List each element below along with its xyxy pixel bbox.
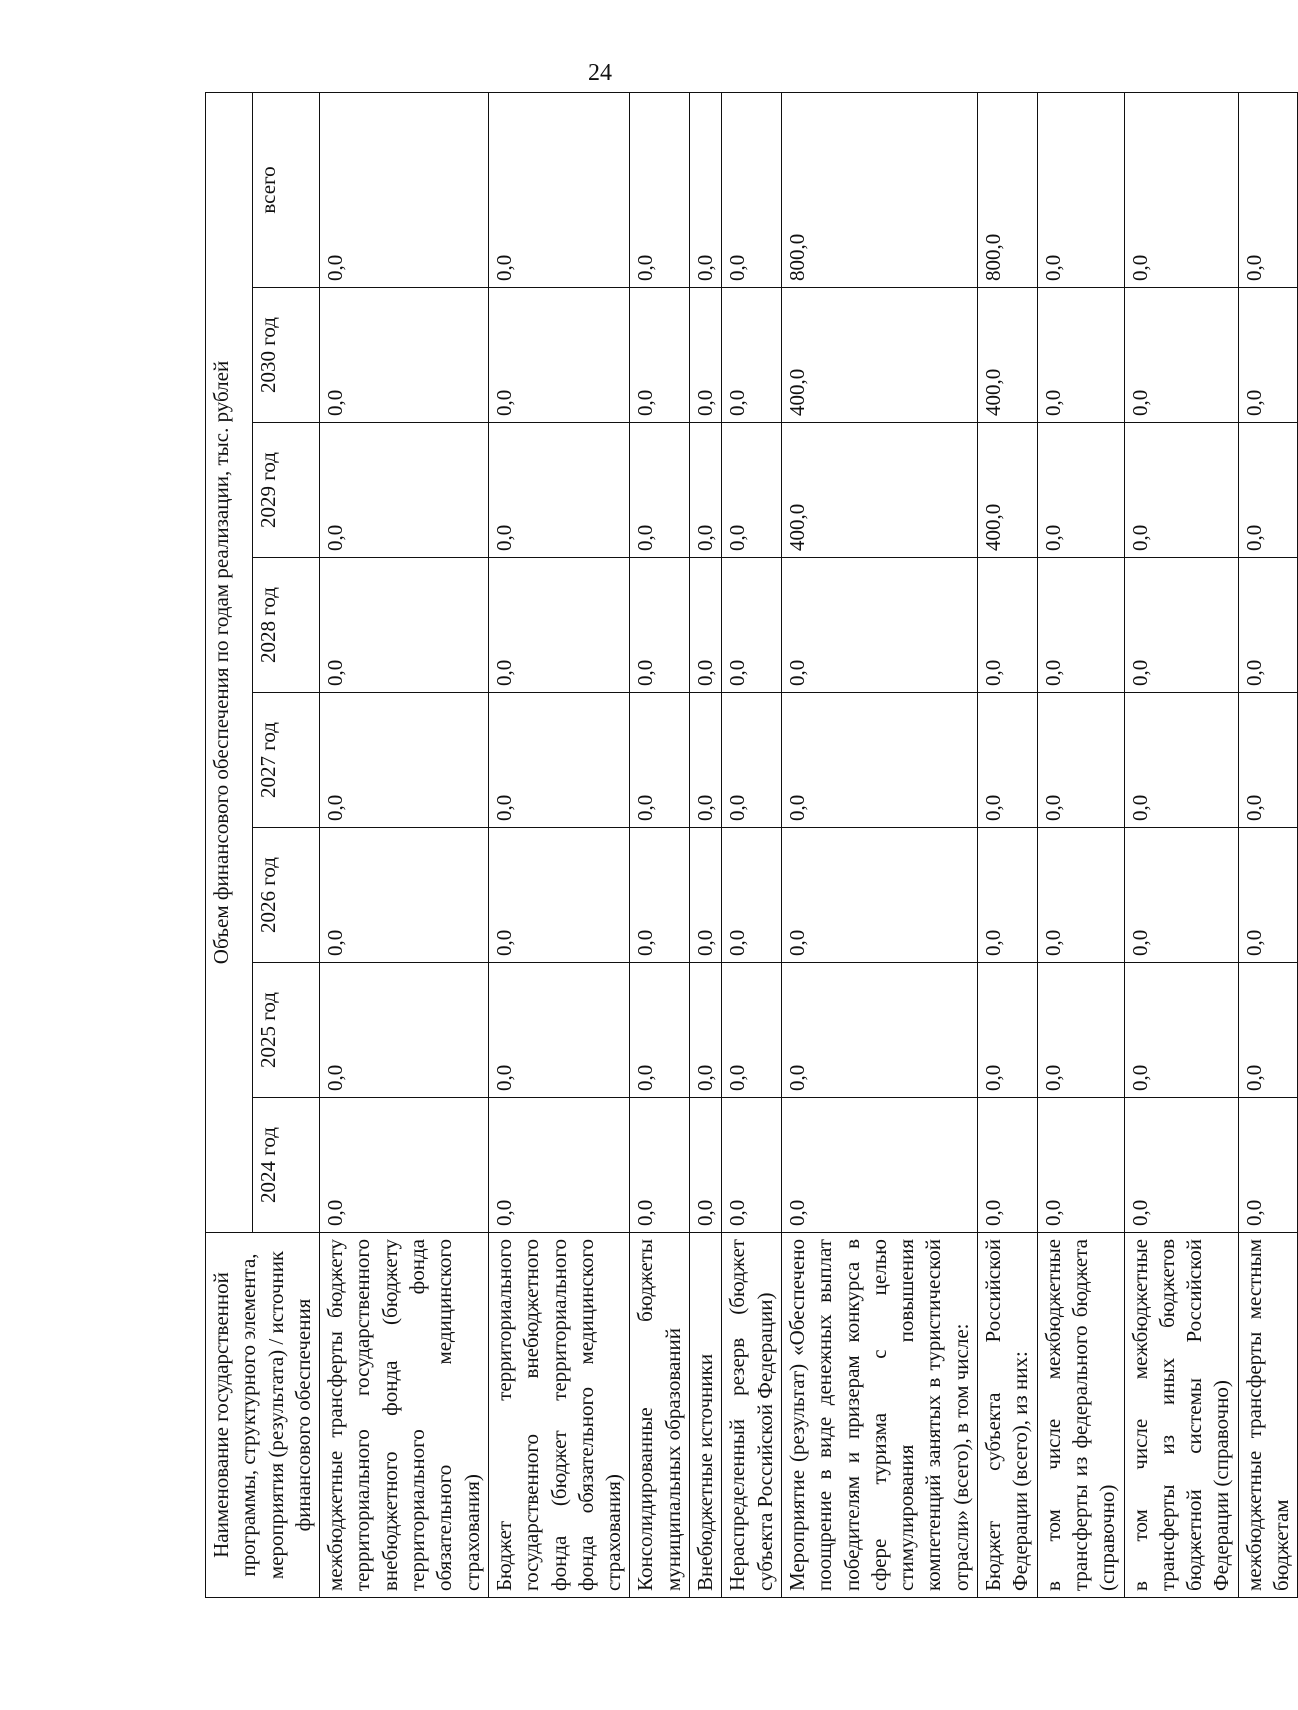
year-header-2026: 2026 год [253,828,320,963]
cell-value: 0,0 [488,693,629,828]
cell-value: 0,0 [722,1098,782,1233]
cell-value: 0,0 [978,693,1038,828]
cell-value: 0,0 [1037,963,1124,1098]
cell-value: 0,0 [690,828,722,963]
cell-value: 0,0 [1238,423,1298,558]
table-row [630,92,690,1597]
row-label: Внебюджетные источники [690,1233,722,1598]
cell-value: 0,0 [690,288,722,423]
cell-value: 0,0 [690,963,722,1098]
cell-value: 0,0 [1037,1098,1124,1233]
cell-value: 0,0 [722,693,782,828]
cell-value: 0,0 [320,828,489,963]
cell-value: 0,0 [1124,423,1238,558]
table-row [488,92,629,1597]
cell-value: 0,0 [1037,693,1124,828]
cell-value: 0,0 [630,963,690,1098]
total-header: всего [253,92,320,287]
cell-value: 0,0 [1238,92,1298,287]
cell-value: 0,0 [1037,558,1124,693]
financing-table [205,92,1298,1598]
cell-value: 0,0 [1037,92,1124,287]
page-number: 24 [588,60,612,86]
cell-value: 0,0 [630,423,690,558]
cell-value: 0,0 [1124,288,1238,423]
rotated-table-container [205,93,1293,1598]
cell-value: 0,0 [320,92,489,287]
name-column-header: Наименование государственной программы, структурного элемента, мероприятия (результата) / источник финансового обеспечения [206,1233,320,1598]
cell-value: 0,0 [1238,828,1298,963]
cell-value: 0,0 [781,828,977,963]
cell-value: 0,0 [1238,288,1298,423]
cell-value: 0,0 [781,558,977,693]
year-header-2028: 2028 год [253,558,320,693]
cell-value: 400,0 [978,288,1038,423]
year-header-2027: 2027 год [253,693,320,828]
row-label: Бюджет территориального государственного внебюджетного фонда (бюджет территориального фонда обязательного медицинского страхования) [488,1233,629,1598]
cell-value: 0,0 [722,92,782,287]
cell-value: 0,0 [1124,693,1238,828]
cell-value: 0,0 [978,963,1038,1098]
cell-value: 0,0 [320,963,489,1098]
header-row-group [206,92,253,1597]
cell-value: 0,0 [630,828,690,963]
table-row [1037,92,1124,1597]
cell-value: 0,0 [1124,828,1238,963]
table-row [1238,92,1298,1597]
cell-value: 0,0 [781,1098,977,1233]
cell-value: 0,0 [690,92,722,287]
cell-value: 0,0 [1037,828,1124,963]
cell-value: 0,0 [488,963,629,1098]
cell-value: 0,0 [630,288,690,423]
cell-value: 0,0 [1124,1098,1238,1233]
cell-value: 0,0 [630,693,690,828]
year-header-2029: 2029 год [253,423,320,558]
row-label: Консолидированные бюджеты муниципальных образований [630,1233,690,1598]
cell-value: 0,0 [978,828,1038,963]
row-label: в том числе межбюджетные трансферты из иных бюджетов бюджетной системы Российской Федерации (справочно) [1124,1233,1238,1598]
row-label: Бюджет субъекта Российской Федерации (всего), из них: [978,1233,1038,1598]
year-header-2030: 2030 год [253,288,320,423]
cell-value: 0,0 [488,828,629,963]
cell-value: 0,0 [722,558,782,693]
cell-value: 0,0 [781,693,977,828]
cell-value: 0,0 [690,1098,722,1233]
cell-value: 0,0 [488,423,629,558]
table-row [320,92,489,1597]
cell-value: 800,0 [978,92,1038,287]
row-label: межбюджетные трансферты местным бюджетам [1238,1233,1298,1598]
cell-value: 0,0 [1238,693,1298,828]
cell-value: 800,0 [781,92,977,287]
cell-value: 0,0 [320,288,489,423]
cell-value: 0,0 [320,693,489,828]
cell-value: 0,0 [1124,558,1238,693]
cell-value: 0,0 [722,828,782,963]
cell-value: 0,0 [630,92,690,287]
financing-group-header: Объем финансового обеспечения по годам реализации, тыс. рублей [206,92,253,1232]
cell-value: 400,0 [978,423,1038,558]
cell-value: 0,0 [320,1098,489,1233]
cell-value: 0,0 [978,558,1038,693]
cell-value: 0,0 [978,1098,1038,1233]
table-row [781,92,977,1597]
cell-value: 0,0 [488,92,629,287]
cell-value: 0,0 [690,423,722,558]
cell-value: 0,0 [320,558,489,693]
cell-value: 0,0 [488,288,629,423]
cell-value: 0,0 [1238,1098,1298,1233]
table-row [690,92,722,1597]
cell-value: 400,0 [781,288,977,423]
cell-value: 0,0 [488,1098,629,1233]
cell-value: 0,0 [488,558,629,693]
row-label: в том числе межбюджетные трансферты из федерального бюджета (справочно) [1037,1233,1124,1598]
table-row [722,92,782,1597]
table-row [1124,92,1238,1597]
cell-value: 0,0 [1037,423,1124,558]
row-label: Мероприятие (результат) «Обеспечено поощрение в виде денежных выплат победителям и призерам конкурса в сфере туризма с целью стимулирования повышения компетенций занятых в туристической отрасли» (всего), в том числе: [781,1233,977,1598]
row-label: межбюджетные трансферты бюджету территориального государственного внебюджетного фонда (бюджету территориального фонда обязательного медицинского страхования) [320,1233,489,1598]
cell-value: 0,0 [1124,92,1238,287]
cell-value: 0,0 [1124,963,1238,1098]
cell-value: 0,0 [1238,558,1298,693]
year-header-2024: 2024 год [253,1098,320,1233]
cell-value: 0,0 [690,693,722,828]
cell-value: 0,0 [722,288,782,423]
cell-value: 0,0 [690,558,722,693]
year-header-2025: 2025 год [253,963,320,1098]
cell-value: 0,0 [722,423,782,558]
cell-value: 0,0 [1037,288,1124,423]
cell-value: 0,0 [781,963,977,1098]
cell-value: 400,0 [781,423,977,558]
table-row [978,92,1038,1597]
row-label: Нераспределенный резерв (бюджет субъекта Российской Федерации) [722,1233,782,1598]
cell-value: 0,0 [722,963,782,1098]
cell-value: 0,0 [630,1098,690,1233]
cell-value: 0,0 [320,423,489,558]
cell-value: 0,0 [1238,963,1298,1098]
cell-value: 0,0 [630,558,690,693]
